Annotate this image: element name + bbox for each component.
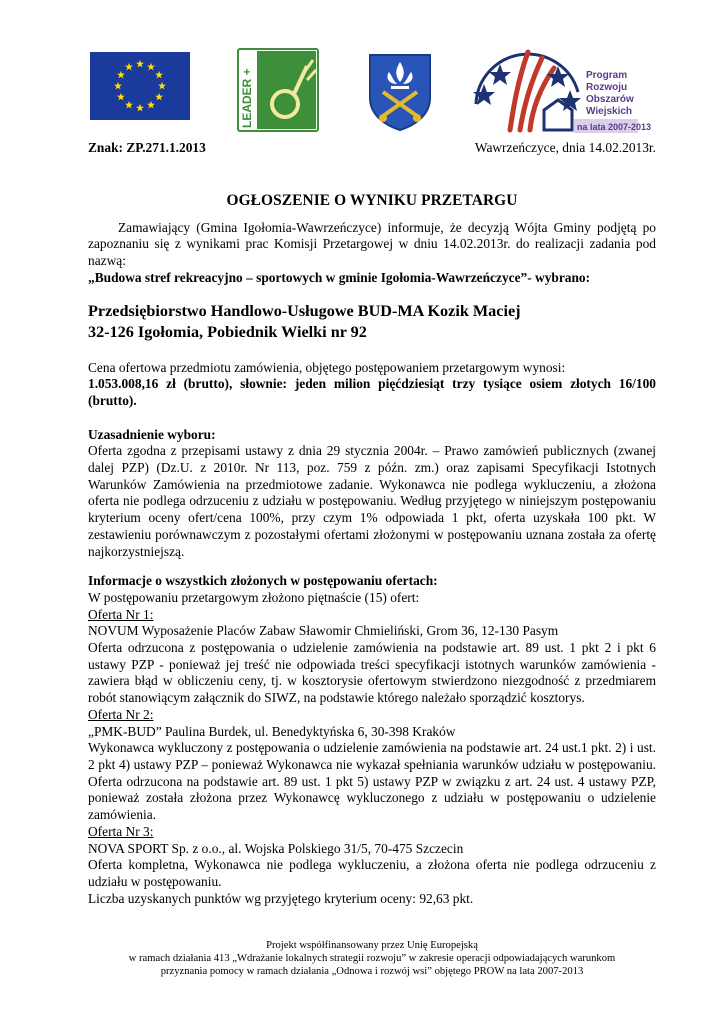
winner-name: Przedsiębiorstwo Handlowo-Usługowe BUD-MA Kozik Maciej xyxy=(88,301,521,320)
offer-3-details: Oferta kompletna, Wykonawca nie podlega wykluczeniu, a złożona oferta nie podlega odrzuceniu z udziału w postępowaniu. xyxy=(88,857,656,889)
header-row xyxy=(88,140,656,157)
price-block xyxy=(88,360,656,410)
leader-plus-logo xyxy=(237,48,319,132)
prow-years: na lata 2007-2013 xyxy=(577,122,652,132)
price-lead: Cena ofertowa przedmiotu zamówienia, objętego postępowaniem przetargowym wynosi: xyxy=(88,359,566,375)
offers-section xyxy=(88,573,656,907)
price-amount: 1.053.008,16 zł (brutto), słownie: jeden milion pięćdziesiąt trzy tysiące osiem złotych 16/100 (brutto). xyxy=(88,376,656,408)
offers-summary: W postępowaniu przetargowym złożono piętnaście (15) ofert: xyxy=(88,589,420,605)
prow-line-2: Rozwoju xyxy=(586,82,628,93)
prow-line-4: Wiejskich xyxy=(586,106,633,117)
offer-2-details: Wykonawca wykluczony z postępowania o udzielenie zamówienia na podstawie art. 24 ust.1 pkt. 2) i ust. 2 pkt 4) ustawy PZP – ponieważ Wykonawca nie wykazał spełniania warunków udziału w postępowaniu. Oferta odrzucona na podstawie art. 89 ust. 1 pkt 5) ustawy PZP w związku z art. 24 ust. 4 ustawy PZP, ponieważ została złożona przez Wykonawcę wykluczonego z udziału w postępowaniu o udzielenie zamówienia. xyxy=(88,740,656,823)
footer-line-2: w ramach działania 413 „Wdrażanie lokalnych strategii rozwoju” w zakresie operacji odpowiadających warunkom xyxy=(128,953,616,964)
reference-number: Znak: ZP.271.1.2013 xyxy=(88,140,206,155)
offer-1-bidder: NOVUM Wyposażenie Placów Zabaw Sławomir Chmieliński, Grom 36, 12-130 Pasym xyxy=(88,623,559,639)
eu-flag-logo xyxy=(90,52,190,120)
document-date: Wawrzeńczyce, dnia 14.02.2013r. xyxy=(474,140,656,155)
justification-block xyxy=(88,427,656,561)
footer-line-1: Projekt współfinansowany przez Unię Europejską xyxy=(266,940,478,951)
offer-3-bidder: NOVA SPORT Sp. z o.o., al. Wojska Polskiego 31/5, 70-475 Szczecin xyxy=(88,840,464,856)
offer-1-details: Oferta odrzucona z postępowania o udzielenie zamówienia na podstawie art. 89 ust. 1 pkt 2 i pkt 6 ustawy PZP - ponieważ jej treść nie odpowiada treści specyfikacji istotnych warunków zamówienia - zawiera błąd w obliczeniu ceny, tj. w kosztorysie ofertowym stwierdzono niezgodność z przedmiarem robót stanowiącym załącznik do SIWZ, na podstawie którego należało sporządzić kosztorys. xyxy=(88,640,656,706)
winner-block xyxy=(88,301,656,343)
leader-text: LEADER + xyxy=(240,68,254,128)
offer-3-score: Liczba uzyskanych punktów wg przyjętego kryterium oceny: 92,63 pkt. xyxy=(88,890,474,906)
offer-2-bidder: „PMK-BUD” Paulina Burdek, ul. Benedyktyńska 6, 30-398 Kraków xyxy=(88,723,456,739)
offer-1-label: Oferta Nr 1: xyxy=(88,606,154,622)
footer-line-3: przyznania pomocy w ramach działania „Odnowa i rozwój wsi” objętego PROW na lata 2007-2013 xyxy=(160,966,584,977)
winner-address: 32-126 Igołomia, Pobiednik Wielki nr 92 xyxy=(88,322,367,341)
prow-logo xyxy=(470,44,652,136)
intro-paragraph: Zamawiający (Gmina Igołomia-Wawrzeńczyce) informuje, że decyzją Wójta Gminy podjętą po zapoznaniu się z wynikami prac Komisji Przetargowej w dniu 14.02.2013r. do realizacji zadania pod nazwą: xyxy=(88,219,656,269)
prow-wheat-icon xyxy=(510,52,554,130)
key-bow-left xyxy=(379,114,387,122)
justification-text: Oferta zgodna z przepisami ustawy z dnia 29 stycznia 2004r. – Prawo zamówień publicznych (zwanej dalej PZP) (Dz.U. z 2010r. Nr 113, poz. 759 z późn. zm.) oraz zapisami Specyfikacji Istotnych Warunków Zamówienia na przedmiotowe zadanie. Wykonawca nie podlega wykluczeniu, a złożona oferta nie podlega odrzuceniu z udziału w postępowaniu. Według przyjętego w niniejszym postępowaniu kryterium oceny ofert/cena 100%, przy czym 1% odpowiada 1 pkt, oferta uzyskała 100 pkt. W zestawieniu porównawczym z pozostałymi ofertami złożonymi w postępowaniu uznana została za ofertę najkorzystniejszą. xyxy=(88,443,656,559)
logo-bar xyxy=(0,40,725,140)
task-name: „Budowa stref rekreacyjno – sportowych w gminie Igołomia-Wawrzeńczyce”- wybrano: xyxy=(88,269,591,285)
offer-3-label: Oferta Nr 3: xyxy=(88,823,154,839)
offer-2-label: Oferta Nr 2: xyxy=(88,706,154,722)
key-bow-right xyxy=(413,114,421,122)
prow-line-1: Program xyxy=(586,70,628,81)
document-title: OGŁOSZENIE O WYNIKU PRZETARGU xyxy=(226,192,518,209)
prow-line-3: Obszarów xyxy=(586,94,634,105)
coat-of-arms-logo xyxy=(367,52,433,132)
justification-heading: Uzasadnienie wyboru: xyxy=(88,426,216,442)
document-body xyxy=(88,140,656,907)
offers-heading: Informacje o wszystkich złożonych w postępowaniu ofertach: xyxy=(88,573,438,589)
footer xyxy=(88,939,656,978)
